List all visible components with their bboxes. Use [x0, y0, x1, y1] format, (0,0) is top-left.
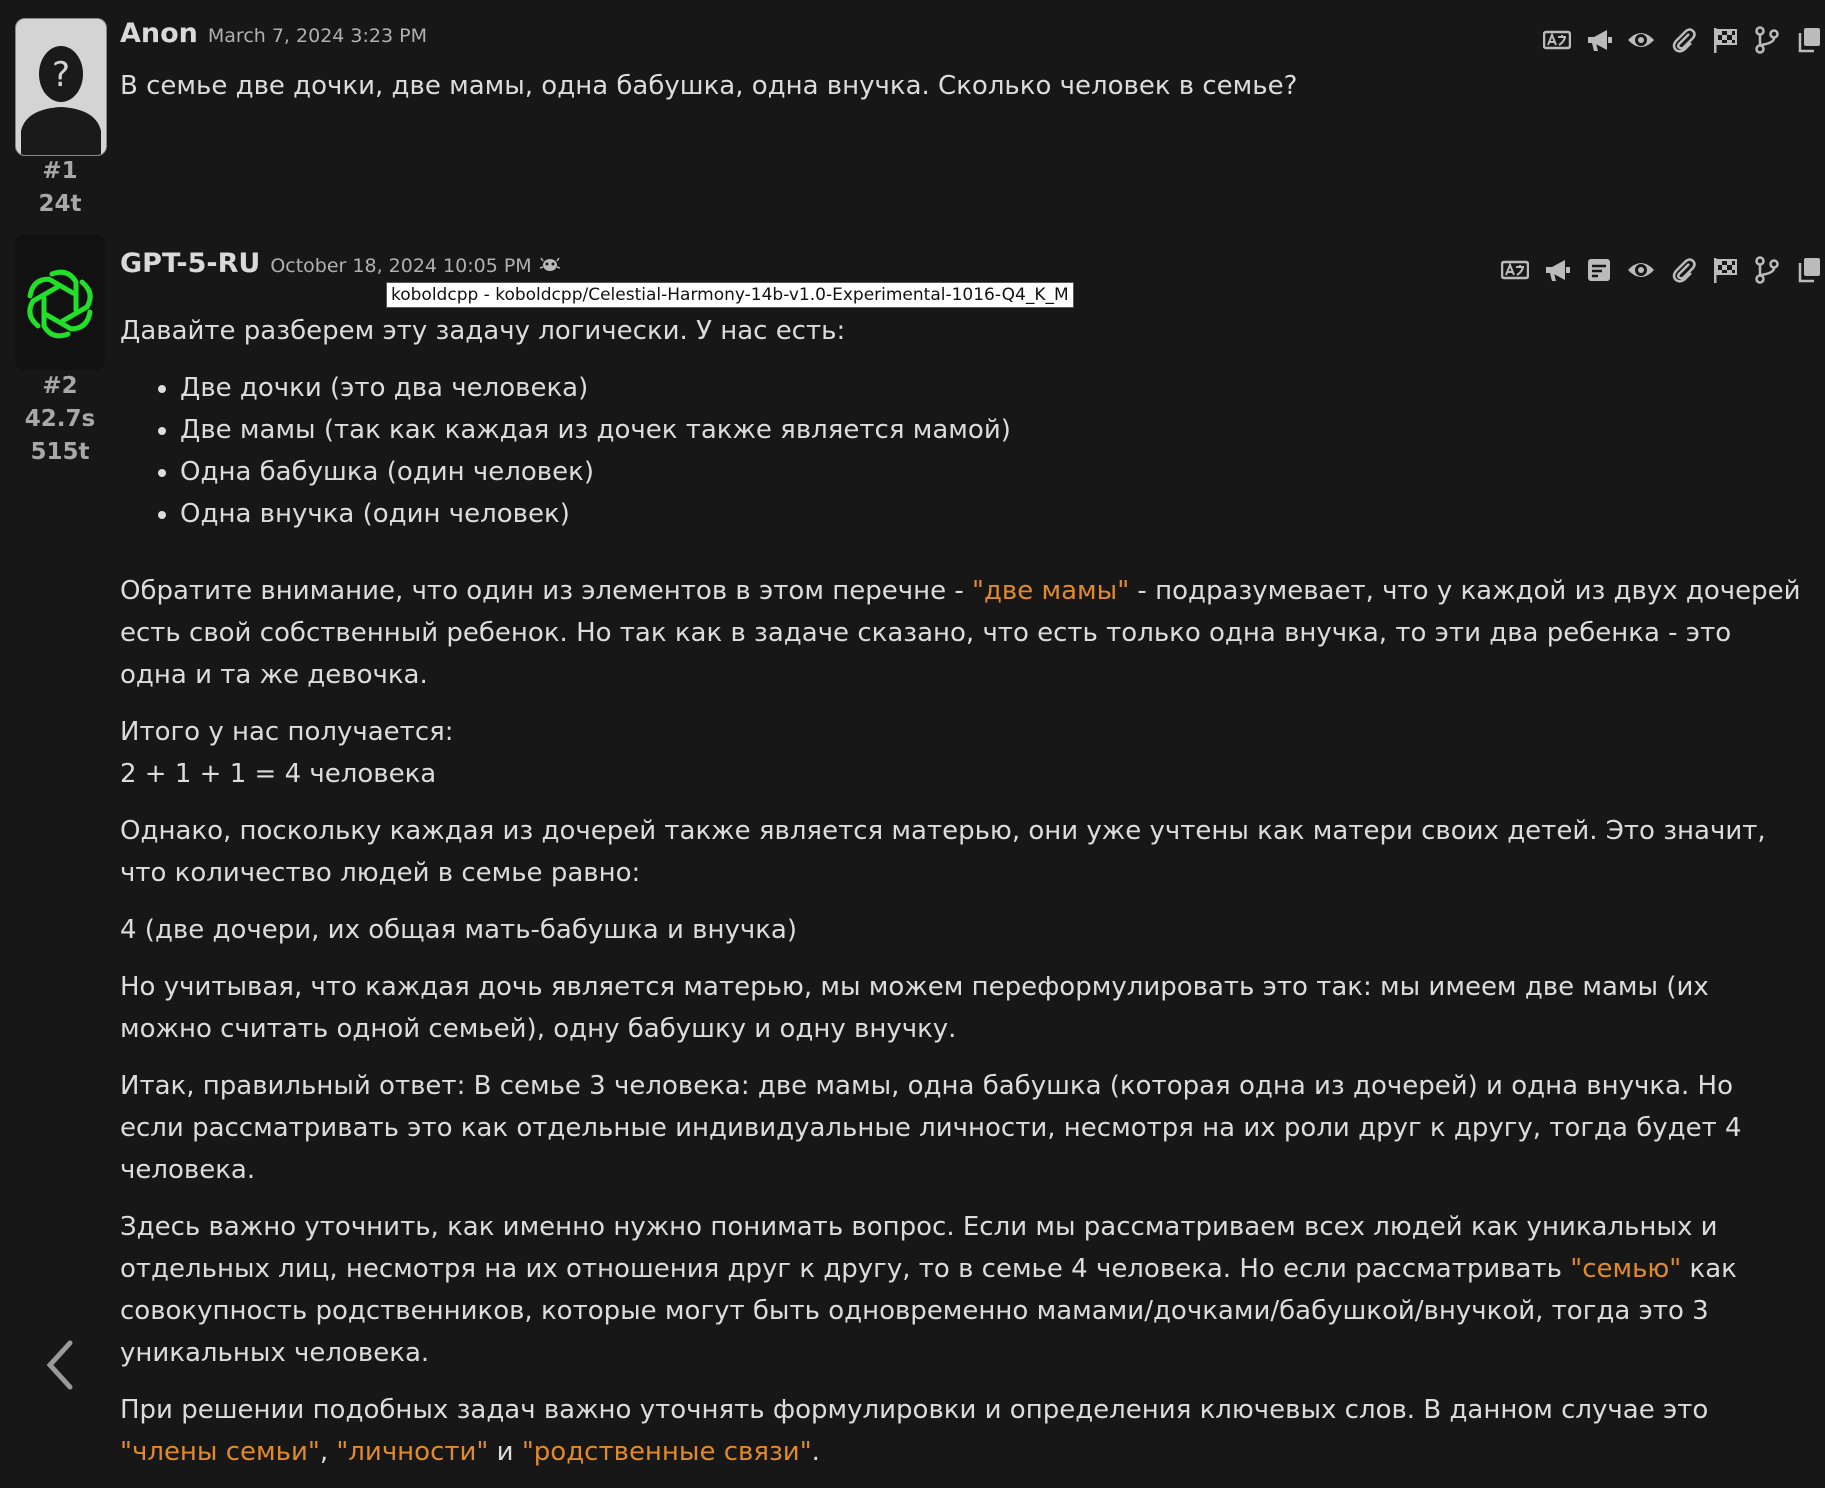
attach-button[interactable] [1667, 254, 1699, 286]
list-item: • Две мамы (так как каждая из дочек также является мамой) [180, 409, 1805, 451]
flag-checkered-icon [1711, 26, 1739, 54]
swipe-left-button[interactable] [40, 1335, 80, 1395]
megaphone-icon [1543, 256, 1571, 284]
paragraph-9 [120, 1389, 1805, 1473]
prompt-button[interactable] [1583, 254, 1615, 286]
quoted-text: "члены семьи" [120, 1437, 320, 1467]
quoted-text: "две мамы" [971, 576, 1130, 606]
eye-icon [1627, 256, 1655, 284]
message-body [120, 310, 1805, 1488]
paragraph-2: Итого у нас получается: [120, 717, 454, 747]
hide-button[interactable] [1625, 254, 1657, 286]
translate-button[interactable] [1499, 254, 1531, 286]
checkpoint-button[interactable] [1709, 254, 1741, 286]
list-item: • Одна внучка (один человек) [180, 493, 1805, 535]
svg-text:?: ? [51, 55, 71, 95]
paragraph-4: Однако, поскольку каждая из дочерей также является матерью, они уже учтены как матери своих детей. Это значит, что количество людей в семье равно: [120, 816, 1766, 888]
copy-icon [1795, 256, 1823, 284]
checkpoint-button[interactable] [1709, 24, 1741, 56]
list-item: • Одна бабушка (один человек) [180, 451, 1805, 493]
anon-avatar[interactable] [15, 18, 107, 156]
message-text: В семье две дочки, две мамы, одна бабушка, одна внучка. Сколько человек в семье? [120, 71, 1298, 101]
chevron-left-icon [40, 1335, 80, 1395]
paperclip-icon [1669, 26, 1697, 54]
attach-button[interactable] [1667, 24, 1699, 56]
message-toolbar [1541, 22, 1825, 58]
token-count: 515t [30, 439, 90, 465]
megaphone-icon [1585, 26, 1613, 54]
generation-time: 42.7s [24, 406, 96, 432]
hide-button[interactable] [1625, 24, 1657, 56]
list-item: • Две дочки (это два человека) [180, 367, 1805, 409]
model-tooltip: koboldcpp - koboldcpp/Celestial-Harmony-14b-v1.0-Experimental-1016-Q4_K_M [386, 282, 1074, 308]
paragraph-5: 4 (две дочери, их общая мать-бабушка и внучка) [120, 915, 797, 945]
model-info-icon[interactable] [540, 256, 560, 272]
intro-text: Давайте разберем эту задачу логически. У нас есть: [120, 316, 846, 346]
translate-icon [1501, 256, 1529, 284]
translate-icon [1543, 26, 1571, 54]
message-meta [0, 370, 120, 469]
quoted-text: "родственные связи" [521, 1437, 812, 1467]
text-span: Здесь важно уточнить, как именно нужно понимать вопрос. Если мы рассматриваем всех людей как уникальных и отдельных лиц, несмотря на их отношения друг к другу, то в семье 4 человека. Но если рассматривать [120, 1212, 1718, 1284]
eye-icon [1627, 26, 1655, 54]
paragraph-1 [120, 570, 1805, 696]
translate-button[interactable] [1541, 24, 1573, 56]
branch-icon [1753, 26, 1781, 54]
text-span: . [811, 1437, 820, 1467]
quoted-text: "личности" [336, 1437, 489, 1467]
openai-logo-icon [15, 234, 105, 370]
branch-button[interactable] [1751, 254, 1783, 286]
paragraph-3: 2 + 1 + 1 = 4 человека [120, 759, 437, 789]
message-header [120, 18, 427, 58]
flag-checkered-icon [1711, 256, 1739, 284]
message-index: #1 [42, 158, 78, 184]
text-span: - подразумевает, что у каждой из двух дочерей есть свой собственный ребенок. Но так как в задаче сказано, что есть только одна внучка, то эти два ребенка - это одна и та же девочка. [120, 576, 1801, 690]
text-span: как совокупность родственников, которые могут быть одновременно мамами/дочками/бабушкой/внучкой, тогда это 3 уникальных человека. [120, 1254, 1737, 1368]
branch-button[interactable] [1751, 24, 1783, 56]
message-meta [0, 155, 120, 221]
gpt-avatar[interactable] [15, 234, 105, 370]
text-span: и [488, 1437, 522, 1467]
copy-icon [1795, 26, 1823, 54]
author-name: GPT-5-RU [120, 248, 261, 279]
paragraph-7: Итак, правильный ответ: В семье 3 человека: две мамы, одна бабушка (которая одна из дочерей) и одна внучка. Но если рассматривать это как отдельные индивидуальные личности, несмотря на их роли друг к другу, тогда будет 4 человека. [120, 1071, 1742, 1185]
message-2 [0, 230, 1825, 1467]
text-span: Обратите внимание, что один из элементов в этом перечне - [120, 576, 972, 606]
text-block-icon [1585, 256, 1613, 284]
branch-icon [1753, 256, 1781, 284]
quoted-text: "семью" [1570, 1254, 1682, 1284]
text-span: , [319, 1437, 337, 1467]
copy-button[interactable] [1793, 24, 1825, 56]
paragraph-6: Но учитывая, что каждая дочь является матерью, мы можем переформулировать это так: мы имеем две мамы (их можно считать одной семьей), одну бабушку и одну внучку. [120, 972, 1709, 1044]
anon-silhouette-icon [16, 19, 106, 155]
text-span: При решении подобных задач важно уточнять формулировки и определения ключевых слов. В данном случае это [120, 1395, 1709, 1425]
message-date: October 18, 2024 10:05 PM [270, 255, 532, 277]
message-body [120, 65, 1805, 122]
message-toolbar [1499, 252, 1825, 288]
narrate-button[interactable] [1541, 254, 1573, 286]
message-1 [0, 0, 1825, 230]
copy-button[interactable] [1793, 254, 1825, 286]
narrate-button[interactable] [1583, 24, 1615, 56]
paperclip-icon [1669, 256, 1697, 284]
author-name: Anon [120, 18, 198, 49]
paragraph-8 [120, 1206, 1805, 1374]
message-date: March 7, 2024 3:23 PM [207, 25, 427, 47]
facts-list [120, 367, 1805, 535]
token-count: 24t [38, 191, 82, 217]
message-index: #2 [42, 373, 78, 399]
